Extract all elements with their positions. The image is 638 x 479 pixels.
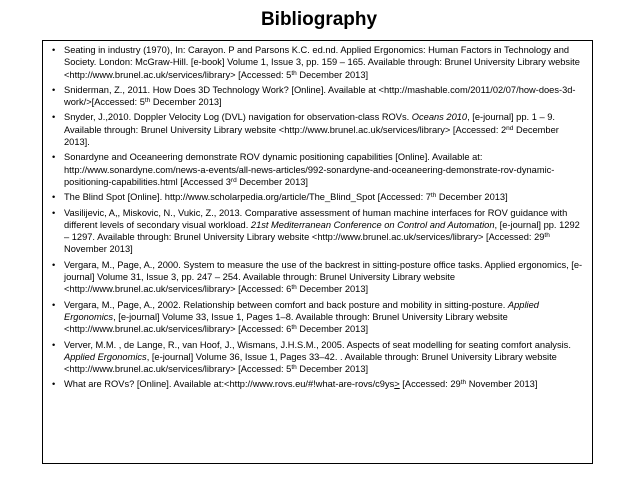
reference-text: , [e-journal] Volume 36, Issue 1, Pages 33–42. . Available through: Brunel University Library website <http://www.brunel.ac.uk/services/library> [Accessed: 5: [64, 351, 557, 375]
reference-item: [51, 207, 584, 256]
reference-text: , [e-journal] Volume 33, Issue 1, Pages 1–8. Available through: Brunel University Library website <http://www.brunel.ac.uk/services/library> [Accessed: 6: [64, 311, 508, 335]
bullet-icon: •: [52, 112, 56, 123]
reference-text: What are ROVs? [Online]. Available at:<http://www.rovs.eu/#!what-are-rovs/c9ys: [64, 379, 395, 390]
reference-text: December 2013]: [296, 364, 369, 375]
ordinal-suffix: nd: [506, 124, 514, 132]
reference-text: Vasilijevic, A,, Miskovic, N., Vukic, Z., 2013. Comparative assessment of human machine interfaces for ROV guidance with different levels of secondary visual workload.: [64, 207, 568, 230]
bullet-icon: •: [52, 192, 56, 203]
bullet-icon: •: [52, 45, 56, 55]
reference-item: [51, 84, 584, 109]
reference-text: December 2013]: [236, 176, 309, 187]
reference-text: December 2013]: [296, 69, 369, 80]
bullet-icon: •: [52, 299, 56, 310]
ordinal-suffix: rd: [230, 176, 237, 184]
reference-text: , [e-journal] pp. 1292 – 1297. Available through: Brunel University Library website <http://www.brunel.ac.uk/services/library> [Accessed: 29: [64, 219, 580, 243]
reference-item: [51, 339, 584, 376]
ordinal-suffix: th: [291, 284, 297, 292]
reference-text: November 2013]: [466, 379, 538, 390]
reference-text: , [e-journal] pp. 1 – 9. Available through: Brunel University Library website <http://www.brunel.ac.uk/services/library> [Accessed: 2: [64, 112, 555, 135]
ordinal-suffix: th: [291, 69, 297, 77]
publication-title: 21st Mediterranean Conference on Control and Automation: [250, 219, 495, 230]
bullet-icon: •: [52, 152, 56, 163]
reference-text: December 2013]: [296, 324, 369, 335]
reference-item: [51, 44, 584, 81]
bullet-icon: •: [52, 259, 56, 270]
reference-text: December 2013].: [64, 124, 559, 148]
reference-item: [51, 299, 584, 336]
reference-text: The Blind Spot [Online]. http://www.scholarpedia.org/article/The_Blind_Spot [Accessed: 7: [64, 192, 431, 203]
reference-item: [51, 259, 584, 296]
ordinal-suffix: th: [144, 97, 151, 105]
reference-text: Vergara, M., Page, A., 2002. Relationship between comfort and back posture and mobility in sitting-posture.: [64, 299, 508, 310]
ordinal-suffix: th: [460, 379, 467, 387]
bullet-icon: •: [52, 379, 56, 390]
reference-text: December 2013]: [436, 192, 508, 203]
bibliography-box: [42, 40, 593, 464]
bullet-icon: •: [52, 207, 56, 218]
reference-text: Sonardyne and Oceaneering demonstrate ROV dynamic positioning capabilities [Online]. Available at: http://www.sonardyne.com/news-a-events/all-news-articles/992-sonardyne-and-oceaneering-demonstrate-rov-dynamic-positioning-capabilities.html [Accessed 3: [64, 152, 555, 187]
bullet-icon: •: [52, 339, 56, 350]
reference-text: November 2013]: [64, 244, 133, 255]
publication-title: Oceans 2010: [411, 112, 468, 123]
ordinal-suffix: th: [544, 232, 550, 240]
reference-item: [51, 191, 584, 203]
reference-item: [51, 151, 584, 188]
reference-list: [51, 44, 584, 391]
reference-text: December 2013]: [150, 97, 222, 108]
publication-title: Applied Ergonomics: [64, 351, 147, 362]
publication-title: Applied Ergonomics: [64, 299, 539, 322]
bullet-icon: •: [52, 84, 56, 95]
reference-text: [Accessed: 29: [399, 379, 461, 390]
reference-item: [51, 378, 584, 390]
reference-text: Snyder, J.,2010. Doppler Velocity Log (DVL) navigation for observation-class ROVs.: [64, 112, 412, 123]
reference-item: [51, 111, 584, 148]
reference-text: Vergara, M., Page, A., 2000. System to measure the use of the backrest in sitting-posture office tasks. Applied ergonomics, [e-journal] Volume 31, Issue 3, pp. 247 – 254. Available through: Brunel University Library website <http://www.brunel.ac.uk/services/library> [Accessed: 6: [64, 259, 583, 295]
reference-text: December 2013]: [296, 284, 369, 295]
ordinal-suffix: th: [291, 324, 297, 332]
reference-text: Sniderman, Z., 2011. How Does 3D Technology Work? [Online]. Available at <http://mashable.com/2011/02/07/how-does-3d-work/>[Accessed: 5: [64, 84, 576, 108]
ordinal-suffix: th: [291, 364, 297, 372]
ordinal-suffix: th: [430, 192, 437, 200]
page-title: Bibliography: [260, 9, 378, 30]
reference-text: Verver, M.M. , de Lange, R., van Hoof, J., Wismans, J.H.S.M., 2005. Aspects of seat modelling for seating comfort analysis.: [64, 339, 571, 350]
reference-text: Seating in industry (1970), In: Carayon. P and Parsons K.C. ed.nd. Applied Ergonomics: Human Factors in Technology and Society. London: McGraw-Hill. [e-book] Volume 1, Issue 3, pp. 159 – 165. Available through: Brunel University Library website <http://www.brunel.ac.uk/services/library> [Accessed: 5: [64, 45, 580, 80]
underlined-text: >: [394, 379, 400, 390]
